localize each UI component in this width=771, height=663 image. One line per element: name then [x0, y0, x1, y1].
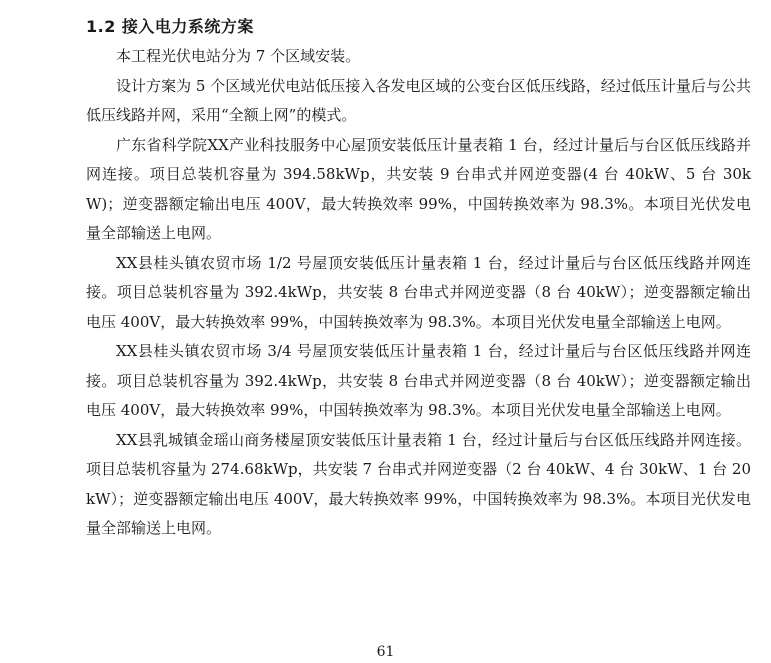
- section-heading: 1.2 接入电力系统方案: [86, 17, 254, 36]
- page-number: 61: [376, 644, 395, 660]
- body-text: [86, 42, 751, 544]
- paragraph-site-market-1-2: XX县桂头镇农贸市场 1/2 号屋顶安装低压计量表箱 1 台，经过计量后与台区低压线路并网连接。项目总装机容量为 392.4kWp，共安装 8 台串式并网逆变器（8 台 40kW）；逆变器额定输出电压 400V，最大转换效率 99%，中国转换效率为 98.3%。本项目光伏发电量全部输送上电网。: [86, 253, 751, 331]
- paragraph-intro: 本工程光伏电站分为 7 个区域安装。: [116, 47, 361, 65]
- paragraph-design-scheme: 设计方案为 5 个区域光伏电站低压接入各发电区域的公变台区低压线路，经过低压计量后与公共低压线路并网，采用“全额上网”的模式。: [86, 76, 751, 124]
- paragraph-site-jinyaoshan: XX县乳城镇金瑶山商务楼屋顶安装低压计量表箱 1 台，经过计量后与台区低压线路并网连接。项目总装机容量为 274.68kWp，共安装 7 台串式并网逆变器（2 台 40kW、4 台 30kW、1 台 20kW）；逆变器额定输出电压 400V，最大转换效率 99%，中国转换效率为 98.3%。本项目光伏发电量全部输送上电网。: [86, 430, 751, 537]
- paragraph-site-market-3-4: XX县桂头镇农贸市场 3/4 号屋顶安装低压计量表箱 1 台，经过计量后与台区低压线路并网连接。项目总装机容量为 392.4kWp，共安装 8 台串式并网逆变器（8 台 40kW）；逆变器额定输出电压 400V，最大转换效率 99%，中国转换效率为 98.3%。本项目光伏发电量全部输送上电网。: [86, 342, 751, 419]
- paragraph-site-guangdong: 广东省科学院XX产业科技服务中心屋顶安装低压计量表箱 1 台，经过计量后与台区低压线路并网连接。项目总装机容量为 394.58kWp，共安装 9 台串式并网逆变器(4 台 40kW、5 台 30kW)；逆变器额定输出电压 400V，最大转换效率 99%，中国转换效率为 98.3%。本项目光伏发电量全部输送上电网。: [86, 135, 751, 242]
